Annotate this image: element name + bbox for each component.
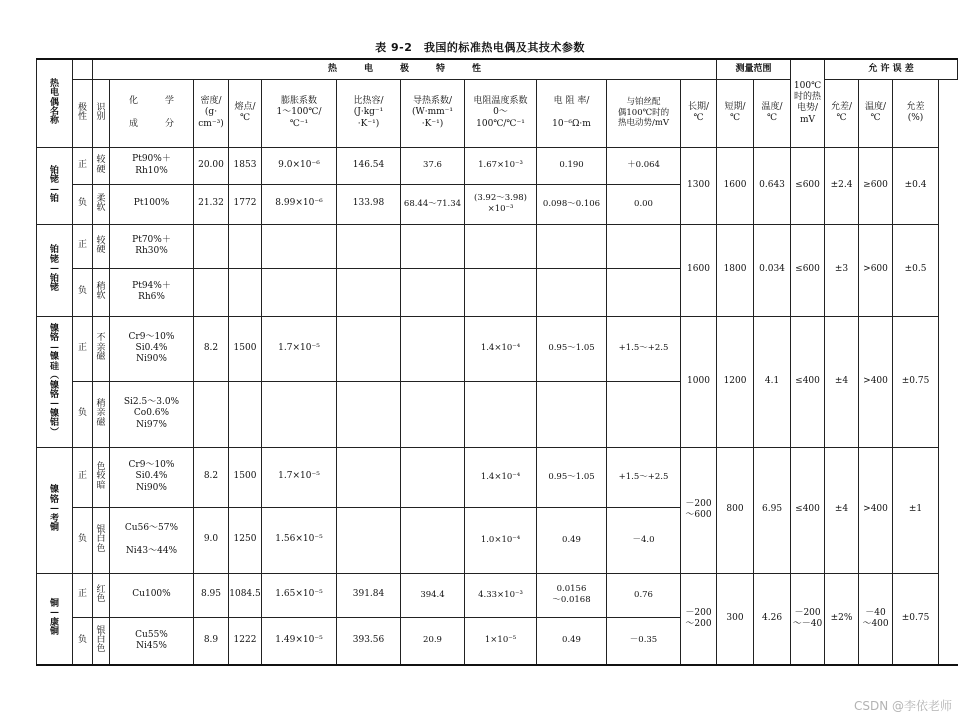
cell-melting: 1853 — [229, 147, 262, 184]
cell-melting: 1084.5 — [229, 573, 262, 617]
cell-long-term: －200 ～200 — [681, 573, 717, 665]
cell-identify: 稍 亲 磁 — [93, 381, 110, 447]
cell-resistivity: 0.49 — [537, 617, 607, 665]
header-measure-range: 测量范围 — [717, 59, 791, 79]
cell-density: 21.32 — [194, 184, 229, 224]
cell-short-term: 800 — [717, 447, 754, 573]
table-row — [37, 316, 958, 381]
cell-conductivity — [401, 447, 465, 507]
cell-melting: 1772 — [229, 184, 262, 224]
cell-tol2: ±0.4 — [893, 147, 939, 224]
cell-specific-heat: 146.54 — [337, 147, 401, 184]
cell-polarity: 负 — [73, 184, 93, 224]
cell-density: 8.9 — [194, 617, 229, 665]
header-tol1: 允差/ ℃ — [825, 79, 859, 147]
cell-specific-heat — [337, 268, 401, 316]
cell-emf-100: 0.643 — [754, 147, 791, 224]
cell-temp-coef: 4.33×10⁻³ — [465, 573, 537, 617]
cell-emf-vs-pt — [607, 381, 681, 447]
cell-melting: 1500 — [229, 447, 262, 507]
cell-temp-coef: 1.0×10⁻⁴ — [465, 507, 537, 573]
cell-emf-vs-pt: －4.0 — [607, 507, 681, 573]
cell-expansion: 9.0×10⁻⁶ — [262, 147, 337, 184]
cell-tol2: ±0.75 — [893, 573, 939, 665]
cell-density — [194, 224, 229, 268]
cell-chem: Pt94%＋ Rh6% — [110, 268, 194, 316]
cell-expansion: 1.7×10⁻⁵ — [262, 316, 337, 381]
header-long-term: 长期/ ℃ — [681, 79, 717, 147]
cell-melting — [229, 268, 262, 316]
cell-tol2: ±1 — [893, 447, 939, 573]
header-expansion: 膨胀系数 1～100℃/ ℃⁻¹ — [262, 79, 337, 147]
cell-tol1: ±4 — [825, 447, 859, 573]
cell-melting: 1500 — [229, 316, 262, 381]
cell-identify: 色 较 暗 — [93, 447, 110, 507]
cell-resistivity: 0.0156 ～0.0168 — [537, 573, 607, 617]
header-specific-heat: 比热容/ (J·kg⁻¹ ·K⁻¹) — [337, 79, 401, 147]
cell-polarity: 正 — [73, 573, 93, 617]
cell-conductivity — [401, 316, 465, 381]
cell-thermocouple-name: 镍 铬 — 考 铜 — [37, 447, 73, 573]
cell-temp-coef — [465, 268, 537, 316]
cell-temp2: ≥600 — [859, 147, 893, 224]
cell-expansion: 1.56×10⁻⁵ — [262, 507, 337, 573]
cell-specific-heat — [337, 224, 401, 268]
cell-density: 20.00 — [194, 147, 229, 184]
cell-emf-vs-pt — [607, 224, 681, 268]
cell-tol2: ±0.5 — [893, 224, 939, 316]
cell-expansion — [262, 224, 337, 268]
cell-thermocouple-name: 铂 铑 — 铂 铑 — [37, 224, 73, 316]
watermark: CSDN @李依老师 — [853, 699, 952, 713]
cell-resistivity — [537, 268, 607, 316]
cell-melting: 1250 — [229, 507, 262, 573]
cell-density: 8.2 — [194, 316, 229, 381]
header-tolerance: 允 许 误 差 — [825, 59, 958, 79]
cell-temp1: ≤600 — [791, 224, 825, 316]
cell-emf-vs-pt: 0.76 — [607, 573, 681, 617]
cell-chem: Pt70%＋ Rh30% — [110, 224, 194, 268]
cell-conductivity: 37.6 — [401, 147, 465, 184]
cell-expansion: 1.65×10⁻⁵ — [262, 573, 337, 617]
cell-specific-heat — [337, 316, 401, 381]
cell-tol1: ±2.4 — [825, 147, 859, 224]
cell-chem: Pt100% — [110, 184, 194, 224]
cell-expansion: 1.7×10⁻⁵ — [262, 447, 337, 507]
header-temp-coef: 电阻温度系数 0～ 100℃/℃⁻¹ — [465, 79, 537, 147]
cell-temp2: －40 ～400 — [859, 573, 893, 665]
cell-conductivity — [401, 268, 465, 316]
cell-conductivity — [401, 507, 465, 573]
cell-temp-coef — [465, 224, 537, 268]
cell-expansion: 8.99×10⁻⁶ — [262, 184, 337, 224]
cell-melting: 1222 — [229, 617, 262, 665]
header-temp2: 温度/ ℃ — [859, 79, 893, 147]
cell-polarity: 正 — [73, 224, 93, 268]
cell-specific-heat — [337, 447, 401, 507]
cell-emf-100: 0.034 — [754, 224, 791, 316]
cell-density — [194, 268, 229, 316]
cell-chem: Cu100% — [110, 573, 194, 617]
header-resistivity: 电 阻 率/ 10⁻⁶Ω·m — [537, 79, 607, 147]
table-row — [37, 224, 958, 268]
cell-temp2: >400 — [859, 447, 893, 573]
cell-polarity: 负 — [73, 381, 93, 447]
cell-conductivity: 394.4 — [401, 573, 465, 617]
cell-short-term: 1600 — [717, 147, 754, 224]
header-chem: 化 学 成 分 — [110, 79, 194, 147]
header-emf-100: 100℃ 时的热 电势/ mV — [791, 59, 825, 147]
cell-density — [194, 381, 229, 447]
header-temp1: 温度/ ℃ — [754, 79, 791, 147]
cell-emf-vs-pt: 0.00 — [607, 184, 681, 224]
header-thermocouple-name: 热 电 偶 名 称 — [37, 59, 73, 147]
cell-resistivity: 0.95～1.05 — [537, 447, 607, 507]
cell-polarity: 正 — [73, 316, 93, 381]
cell-identify: 不 亲 磁 — [93, 316, 110, 381]
header-tol2: 允差 (%) — [893, 79, 939, 147]
cell-temp-coef: 1×10⁻⁵ — [465, 617, 537, 665]
cell-temp1: ≤400 — [791, 316, 825, 447]
cell-temp-coef — [465, 381, 537, 447]
cell-specific-heat: 133.98 — [337, 184, 401, 224]
cell-chem: Cr9～10% Si0.4% Ni90% — [110, 447, 194, 507]
cell-polarity: 负 — [73, 268, 93, 316]
cell-resistivity: 0.190 — [537, 147, 607, 184]
cell-specific-heat: 393.56 — [337, 617, 401, 665]
cell-identify: 稍 软 — [93, 268, 110, 316]
cell-resistivity: 0.95～1.05 — [537, 316, 607, 381]
cell-identify: 银 白 色 — [93, 507, 110, 573]
cell-expansion: 1.49×10⁻⁵ — [262, 617, 337, 665]
cell-emf-vs-pt: －0.35 — [607, 617, 681, 665]
cell-identify: 较 硬 — [93, 147, 110, 184]
cell-temp-coef: (3.92～3.98) ×10⁻³ — [465, 184, 537, 224]
cell-specific-heat — [337, 381, 401, 447]
header-spacer — [73, 59, 93, 79]
cell-polarity: 负 — [73, 507, 93, 573]
cell-short-term: 1200 — [717, 316, 754, 447]
cell-tol1: ±3 — [825, 224, 859, 316]
header-melting: 熔点/ ℃ — [229, 79, 262, 147]
cell-temp-coef: 1.4×10⁻⁴ — [465, 447, 537, 507]
cell-conductivity: 20.9 — [401, 617, 465, 665]
cell-long-term: －200 ～600 — [681, 447, 717, 573]
cell-emf-100: 4.1 — [754, 316, 791, 447]
cell-chem: Pt90%＋ Rh10% — [110, 147, 194, 184]
cell-tol1: ±2% — [825, 573, 859, 665]
cell-polarity: 正 — [73, 147, 93, 184]
header-short-term: 短期/ ℃ — [717, 79, 754, 147]
cell-short-term: 1800 — [717, 224, 754, 316]
cell-emf-vs-pt: ＋0.064 — [607, 147, 681, 184]
cell-temp1: ≤600 — [791, 147, 825, 224]
header-conductivity: 导热系数/ (W·mm⁻¹ ·K⁻¹) — [401, 79, 465, 147]
table-row — [37, 573, 958, 617]
cell-emf-vs-pt — [607, 268, 681, 316]
cell-tol2: ±0.75 — [893, 316, 939, 447]
header-density: 密度/ (g· cm⁻³) — [194, 79, 229, 147]
cell-polarity: 正 — [73, 447, 93, 507]
cell-temp2: >400 — [859, 316, 893, 447]
cell-density: 8.95 — [194, 573, 229, 617]
cell-specific-heat — [337, 507, 401, 573]
cell-thermocouple-name: 铜 — 康 铜 — [37, 573, 73, 665]
cell-emf-100: 4.26 — [754, 573, 791, 665]
cell-expansion — [262, 381, 337, 447]
cell-identify: 较 硬 — [93, 224, 110, 268]
cell-temp1: ≤400 — [791, 447, 825, 573]
header-polarity: 极 性 — [73, 79, 93, 147]
cell-conductivity — [401, 224, 465, 268]
cell-conductivity: 68.44～71.34 — [401, 184, 465, 224]
cell-density: 9.0 — [194, 507, 229, 573]
cell-resistivity — [537, 224, 607, 268]
cell-long-term: 1300 — [681, 147, 717, 224]
cell-emf-vs-pt: +1.5～+2.5 — [607, 447, 681, 507]
cell-conductivity — [401, 381, 465, 447]
cell-identify: 银 白 色 — [93, 617, 110, 665]
cell-temp1: －200 ～－40 — [791, 573, 825, 665]
table-row — [37, 447, 958, 507]
header-emf-vs-pt: 与铂丝配 偶100℃时的 热电动势/mV — [607, 79, 681, 147]
cell-density: 8.2 — [194, 447, 229, 507]
table-title: 表 9-2 我国的标准热电偶及其技术参数 — [375, 41, 585, 54]
cell-melting — [229, 224, 262, 268]
cell-temp-coef: 1.67×10⁻³ — [465, 147, 537, 184]
cell-expansion — [262, 268, 337, 316]
cell-identify: 柔 软 — [93, 184, 110, 224]
cell-long-term: 1000 — [681, 316, 717, 447]
header-identify: 识 别 — [93, 79, 110, 147]
cell-chem: Cu55% Ni45% — [110, 617, 194, 665]
cell-thermocouple-name: 铂 铑 — 铂 — [37, 147, 73, 224]
table-row — [37, 147, 958, 184]
cell-chem: Cr9～10% Si0.4% Ni90% — [110, 316, 194, 381]
cell-chem: Si2.5～3.0% Co0.6% Ni97% — [110, 381, 194, 447]
cell-long-term: 1600 — [681, 224, 717, 316]
cell-temp-coef: 1.4×10⁻⁴ — [465, 316, 537, 381]
cell-specific-heat: 391.84 — [337, 573, 401, 617]
cell-polarity: 负 — [73, 617, 93, 665]
header-electrode-properties: 热 电 极 特 性 — [93, 59, 717, 79]
cell-thermocouple-name: 镍 铬 — 镍 硅 ︵ 镍 铬 — 镍 铝 ︶ — [37, 316, 73, 447]
thermocouple-table — [36, 58, 958, 666]
cell-short-term: 300 — [717, 573, 754, 665]
cell-resistivity: 0.098～0.106 — [537, 184, 607, 224]
cell-emf-vs-pt: +1.5～+2.5 — [607, 316, 681, 381]
cell-temp2: >600 — [859, 224, 893, 316]
cell-resistivity — [537, 381, 607, 447]
cell-emf-100: 6.95 — [754, 447, 791, 573]
cell-identify: 红 色 — [93, 573, 110, 617]
cell-chem: Cu56～57% Ni43～44% — [110, 507, 194, 573]
cell-resistivity: 0.49 — [537, 507, 607, 573]
cell-melting — [229, 381, 262, 447]
cell-tol1: ±4 — [825, 316, 859, 447]
